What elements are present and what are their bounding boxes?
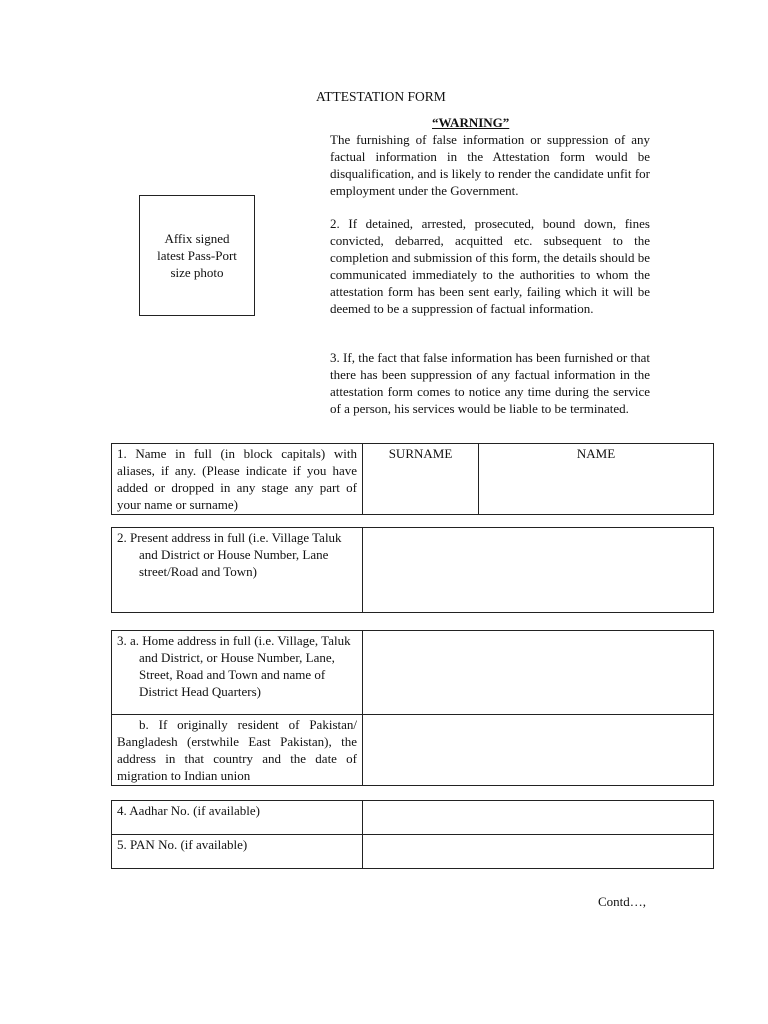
home-address-table <box>111 630 714 786</box>
present-address-label: 2. Present address in full (i.e. Village Taluk and District or House Number, Lane street/Road and Town) <box>112 528 363 613</box>
home-address-label: 3. a. Home address in full (i.e. Village, Taluk and District, or House Number, Lane, Street, Road and Town and name of District Head Quarters) <box>112 631 363 715</box>
pakistan-address-label: b. If originally resident of Pakistan/ Bangladesh (erstwhile East Pakistan), the address in that country and the date of migration to Indian union <box>112 715 363 786</box>
home-address-field[interactable] <box>363 631 714 715</box>
name-header: NAME <box>576 446 616 461</box>
warning-paragraph-3: 3. If, the fact that false information has been furnished or that there has been suppression of any factual information in the attestation form comes to notice any time during the service of a person, his services would be liable to be terminated. <box>330 350 650 416</box>
pan-field[interactable] <box>363 835 714 869</box>
aadhar-label: 4. Aadhar No. (if available) <box>112 801 363 835</box>
name-field[interactable] <box>479 444 714 515</box>
warning-paragraph-1: The furnishing of false information or suppression of any factual information in the Attestation form would be disqualification, and is likely to render the candidate unfit for employment under the Government. <box>330 132 650 198</box>
name-table <box>111 443 714 515</box>
warning-paragraph-2: 2. If detained, arrested, prosecuted, bound down, fines convicted, debarred, acquitted etc. subsequent to the completion and submission of this form, the details should be communicated immediately to the authorities to whom the attestation form has been sent early, failing which it will be deemed to be a suppression of factual information. <box>330 216 650 316</box>
name-label: 1. Name in full (in block capitals) with aliases, if any. (Please indicate if you have added or dropped in any stage any part of your name or surname) <box>112 444 363 515</box>
aadhar-field[interactable] <box>363 801 714 835</box>
id-numbers-table <box>111 800 714 869</box>
form-title: ATTESTATION FORM <box>316 89 446 104</box>
pakistan-address-field[interactable] <box>363 715 714 786</box>
warning-heading: “WARNING” <box>432 115 510 130</box>
surname-header: SURNAME <box>388 446 453 461</box>
present-address-table <box>111 527 714 613</box>
photo-box-line-1: Affix signed <box>164 231 230 246</box>
photo-placeholder-box[interactable] <box>139 195 255 316</box>
pan-label: 5. PAN No. (if available) <box>112 835 363 869</box>
surname-field[interactable] <box>363 444 479 515</box>
continued-note: Contd…, <box>598 894 647 909</box>
photo-box-line-3: size photo <box>170 265 224 280</box>
present-address-field[interactable] <box>363 528 714 613</box>
photo-box-line-2: latest Pass-Port <box>157 248 237 263</box>
